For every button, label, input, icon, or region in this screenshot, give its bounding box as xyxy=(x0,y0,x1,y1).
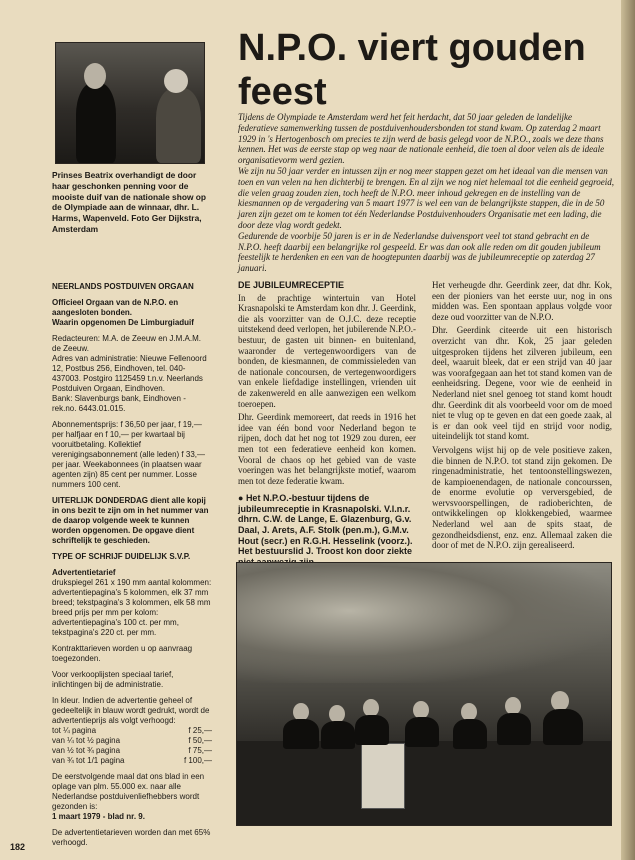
photo-beatrix xyxy=(55,42,205,164)
page-number: 182 xyxy=(10,842,26,852)
masthead-subscription: Abonnementsprijs: f 36,50 per jaar, f 19,— per halfjaar en f 10,— per kwartaal bij vooruitbetaling. Kollektief verenigingsabonnement (alle leden) f 33,— per jaar. Weekabonnees (in plaatsen waar agenten zijn) 85 cent per nummer. Losse nummers 100 cent. xyxy=(52,420,205,489)
section-heading: DE JUBILEUMRECEPTIE xyxy=(238,280,345,290)
masthead-column xyxy=(52,282,212,854)
masthead-deadline: UITERLIJK DONDERDAG dient alle kopij in ons bezit te zijn om in het nummer van de daarop volgende week te kunnen worden opgenomen. De opgave dient schriftelijk te geschieden. xyxy=(52,496,209,545)
masthead-subtitle: Officieel Orgaan van de N.P.O. en aangesloten bonden. xyxy=(52,298,179,317)
intro-paragraph: Tijdens de Olympiade te Amsterdam werd het feit herdacht, dat 50 jaar geleden de landelijke federatieve samenwerking tussen de postduivenhoudersbonden tot stand kwam. Op zaterdag 2 maart 1929 in 's Hertogenbosch om precies te zijn werd de basis gelegd voor de N.P.O., zoals we deze thans kennen. Het was de eerste stap op weg naar de nationale eenheid, die toen al door velen als de ideale organisatievorm werd gezien. xyxy=(238,112,605,166)
color-rate-table xyxy=(52,726,212,766)
color-rate-row: van ¼ tot ½ pagina f 50,— xyxy=(52,736,212,745)
intro-paragraph: Gedurende de voorbije 50 jaren is er in de Nederlandse duivensport veel tot stand gebracht en de N.P.O. heeft daarbij een belangrijke rol gespeeld. Er was dan ook alle reden om dit gouden jubileum feestelijk te herdenken en een van de hoogtepunten daarbij was de jubileumreceptie op zaterdag 27 januari. xyxy=(238,230,601,274)
masthead-first-date: 1 maart 1979 - blad nr. 9. xyxy=(52,812,145,821)
color-rate-row: van ½ tot ¾ pagina f 75,— xyxy=(52,746,212,755)
article-paragraph: Dhr. Geerdink memoreert, dat reeds in 1916 het idee van één bond voor Nederland begon te rijpen, doch dat het nog tot 1929 zou duren, eer men tot een federatieve eenheid kon komen. Vooral de chaos op het gebied van de vaste voeringen was het belangrijkste motief, waarom men tot deze federatie kwam. xyxy=(238,412,416,486)
group-photo-caption: ● Het N.P.O.-bestuur tijdens de jubileumreceptie in Krasnapolski. V.l.n.r. dhrn. C.W. de Lange, E. Glazenburg, G.v. Daal, J. Arets, A.F. Stolk (pen.m.), G.M.v. Hout (secr.) en R.G.H. Hesselink (voorz.). Het bestuurslid J. Troost kon door ziekte xyxy=(238,493,413,557)
article-column-1 xyxy=(238,280,416,567)
masthead-merged: Waarin opgenomen De Limburgiaduif xyxy=(52,318,194,327)
masthead-contract: Kontrakttarieven worden u op aanvraag toegezonden. xyxy=(52,644,193,663)
masthead-first: De eerstvolgende maal dat ons blad in een oplage van plm. 55.000 ex. naar alle Nederlandse postduivenliefhebbers wordt gezonden is: xyxy=(52,772,205,811)
intro-paragraph: We zijn nu 50 jaar verder en intussen zijn er nog meer stappen gezet om het ideaal van die mensen van toen en van velen na hen dichterbij te brengen. En al zijn we nog niet helemaal tot die eenheid gegroeid, die velen graag zouden zien, toch heeft de N.P.O. meer inhoud gekregen en de instelling van de kiesmannen op de vergadering van 5 maart 1977 is wel een van de belangrijkste stappen, die in de 50 jaren zijn gezet om te komen tot één Nederlandse Postduivenhouders Organisatie met een lading, die door deze vlag wordt gedekt. xyxy=(238,165,614,230)
bullet-icon: ● xyxy=(238,493,246,504)
masthead-typing: TYPE OF SCHRIJF DUIDELIJK S.V.P. xyxy=(52,552,191,561)
masthead-raise: De advertentietarieven worden dan met 65% verhoogd. xyxy=(52,828,211,847)
masthead-title: NEERLANDS POSTDUIVEN ORGAAN xyxy=(52,282,194,291)
masthead-admin: Adres van administratie: Nieuwe Fellenoord 12, Postbus 256, Eindhoven, tel. 040-437003. Postgiro 1125459 t.n.v. Neerlands Postduiven Orgaan, Eindhoven. xyxy=(52,354,207,393)
article-paragraph: Dhr. Geerdink citeerde uit een historisch overzicht van dhr. Kok, 25 jaar geleden uitgesproken tijdens het zilveren jubileum, een deel, waaruit bleek, dat er een strijd van 40 jaar was voorafgegaan aan het tot stand komen van de eenheidsring. Degene, voor wie de eenheid in Nederland niet snel genoeg tot stand komt houdt dhr. Geerdink dit als voorbeeld voor om de moed niet te vlug op te geven en dat een goede zaak, al is er dan ook veel tijd en strijd voor nodig, uiteindelijk tot stand komt. xyxy=(432,325,612,442)
masthead-rates-head: Advertentietarief xyxy=(52,568,116,577)
intro xyxy=(238,112,614,274)
article-paragraph: Vervolgens wijst hij op de vele positieve zaken, die binnen de N.P.O. tot stand zijn gekomen. De ringenadministratie, het tentoonstellingswezen, de kampioenendagen, de nationale concourssen, de enorme evolutie op verversgebied, de wervsvoorspellingen, de radioberichten, de ontwikkelingen op klokkengebied, waarmee Nederland wel aan de spits staat, de gezondheidsdienst, enz. enz. Allemaal zaken die door of met de N.P.O. zijn gerealiseerd. xyxy=(432,444,612,551)
article-paragraph: In de prachtige wintertuin van Hotel Krasnapolski te Amsterdam kon dhr. J. Geerdink, die als voorzitter van de O.J.C. deze receptie uitstekend deed verlopen, het jubilerende N.P.O.-bestuur, de gasten uit binnen- en buitenland, waaronder de vertegenwoordigers van de bonden, de kiesmannen, de commissieleden van de nationale concoursen, de vertegenwoordigers van enkele liefdadige instellingen, vrienden uit de zakenwereld en alle aanwezigen een welkom toeroepen. xyxy=(238,292,416,409)
group-photo xyxy=(236,562,612,826)
masthead-color: In kleur. Indien de advertentie geheel of gedeeltelijk in blauw wordt gedrukt, wordt de advertentieprijs als volgt verhoogd: xyxy=(52,696,210,725)
masthead-bank: Bank: Slavenburgs bank, Eindhoven - rek.no. 6443.01.015. xyxy=(52,394,186,413)
masthead-rates: drukspiegel 261 x 190 mm aantal kolommen: advertentiepagina's 5 kolommen, elk 37 mm breed; tekstpagina's 3 kolommen, elk 58 mm breed prijs per mm per kolom: advertentiepagina's 100 ct. per mm, tekstpagina's 220 ct. per mm. xyxy=(52,578,212,637)
page-edge xyxy=(621,0,635,860)
photo-caption: Prinses Beatrix overhandigt de door haar geschonken penning voor de mooiste duif van de nationale show op de Olympiade aan de winnaar, dhr. L. Harms, Wapenveld. Foto Ger Dijkstra, Amsterdam xyxy=(52,170,207,234)
color-rate-row: tot ¼ pagina f 25,— xyxy=(52,726,212,735)
article-column-2 xyxy=(432,280,612,551)
headline: N.P.O. viert gouden feest xyxy=(238,27,586,113)
color-rate-row: van ¾ tot 1/1 pagina f 100,— xyxy=(52,756,212,765)
article-paragraph: Het verheugde dhr. Geerdink zeer, dat dhr. Kok, een der pioniers van het eerste uur, nog in ons midden was. Een spontaan applaus volgde voor deze oud voorzitter van de N.P.O. xyxy=(432,280,612,322)
masthead-special: Voor verkooplijsten speciaal tarief, inlichtingen bij de administratie. xyxy=(52,670,174,689)
masthead-editors: Redacteuren: M.A. de Zeeuw en J.M.A.M. de Zeeuw. xyxy=(52,334,201,353)
